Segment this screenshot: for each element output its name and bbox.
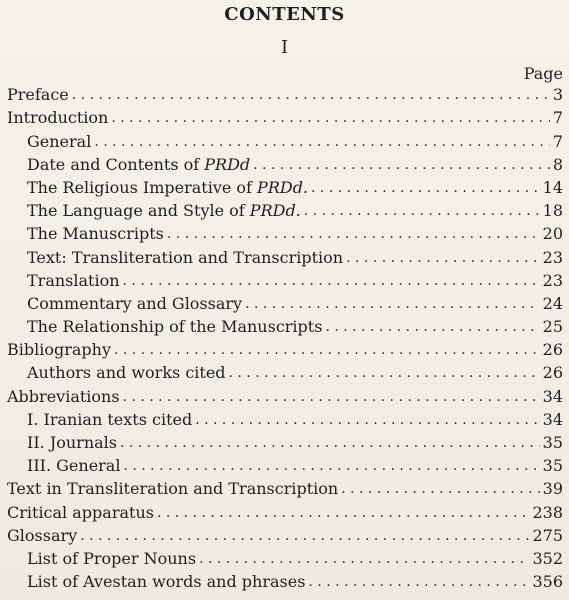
toc-entry-title-text: Commentary and Glossary	[27, 293, 243, 313]
toc-entry-title-text: Introduction	[7, 108, 109, 128]
toc-entry-title	[27, 132, 91, 152]
toc-entry-title	[27, 178, 308, 198]
toc-entry-title-text: General	[27, 131, 92, 151]
dot-leader	[229, 363, 540, 383]
toc-entry-page-number: 3	[552, 85, 563, 105]
table-of-contents	[0, 82, 569, 592]
toc-entry-title	[27, 271, 120, 291]
toc-entry-page-number: 35	[542, 433, 563, 452]
toc-entry-title	[7, 479, 338, 499]
toc-entry-title	[27, 224, 164, 244]
dot-leader	[114, 340, 540, 360]
toc-entry-page-number: 20	[542, 224, 563, 244]
toc-entry-page-number: 39	[542, 479, 563, 499]
toc-entry-title	[7, 85, 69, 105]
toc-entry-title	[27, 433, 117, 453]
toc-entry-title-text: Glossary	[7, 525, 78, 545]
dot-leader	[120, 433, 540, 453]
toc-entry-page-number: 18	[542, 201, 563, 221]
toc-entry	[0, 453, 569, 476]
toc-entry-title	[27, 155, 250, 175]
toc-entry	[0, 198, 569, 221]
toc-entry	[0, 546, 569, 569]
toc-entry-title-text: Translation	[27, 270, 120, 290]
dot-leader	[253, 155, 550, 175]
toc-entry-page-number: 7	[552, 108, 563, 128]
toc-entry-page-number: 24	[542, 293, 563, 313]
toc-entry	[0, 383, 569, 406]
toc-entry-page-number: 275	[532, 525, 563, 545]
toc-entry	[0, 430, 569, 453]
toc-entry-page-number: 26	[542, 363, 563, 383]
toc-entry	[0, 314, 569, 337]
toc-entry	[0, 360, 569, 383]
toc-entry-title-text: Text: Transliteration and Transcription	[27, 247, 344, 267]
toc-entry-title-text: The Language and Style of	[27, 201, 250, 221]
toc-entry-title-italic: PRDd.	[257, 177, 309, 197]
toc-entry-title-text: Authors and works cited	[27, 363, 226, 383]
toc-entry-title-text: List of Avestan words and phrases	[27, 572, 306, 592]
toc-entry	[0, 152, 569, 175]
dot-leader	[157, 503, 530, 523]
toc-entry	[0, 82, 569, 105]
toc-entry	[0, 499, 569, 522]
toc-entry	[0, 128, 569, 151]
toc-entry-title-text: Abbreviations	[7, 386, 120, 406]
dot-leader	[304, 201, 540, 221]
toc-entry-title	[27, 456, 120, 476]
toc-entry-title	[27, 549, 196, 569]
toc-entry-title-text: Critical apparatus	[7, 502, 154, 522]
toc-entry-page-number: 14	[542, 177, 563, 197]
toc-entry-title	[27, 248, 343, 268]
toc-entry-title-text: Text in Transliteration and Transcription	[7, 479, 339, 499]
toc-entry-page-number: 352	[532, 548, 563, 568]
toc-entry-title-italic: PRDd	[204, 154, 251, 174]
toc-entry	[0, 175, 569, 198]
contents-heading: CONTENTS	[224, 4, 345, 25]
dot-leader	[311, 178, 540, 198]
toc-entry-title	[7, 340, 111, 360]
toc-entry-page-number: 25	[542, 317, 563, 337]
toc-entry-title	[27, 363, 226, 383]
toc-entry-title-text: The Manuscripts	[27, 224, 164, 244]
toc-entry	[0, 407, 569, 430]
dot-leader	[94, 132, 549, 152]
dot-leader	[325, 317, 539, 337]
toc-entry-title-italic: PRDd.	[249, 201, 301, 221]
toc-entry	[0, 291, 569, 314]
toc-entry	[0, 244, 569, 267]
dot-leader	[123, 387, 540, 407]
dot-leader	[111, 108, 549, 128]
toc-entry-title	[7, 108, 108, 128]
toc-entry-title	[27, 294, 242, 314]
toc-entry-page-number: 238	[532, 502, 563, 522]
toc-entry-title	[7, 503, 154, 523]
toc-entry-page-number: 35	[542, 456, 563, 476]
toc-entry-title	[7, 526, 77, 546]
dot-leader	[80, 526, 529, 546]
dot-leader	[341, 479, 539, 499]
volume-numeral: I	[280, 37, 289, 58]
dot-leader	[123, 456, 539, 476]
toc-entry-title-text: List of Proper Nouns	[27, 548, 197, 568]
toc-entry-page-number: 23	[542, 270, 563, 290]
toc-entry	[0, 105, 569, 128]
dot-leader	[346, 248, 540, 268]
toc-entry-page-number: 356	[532, 572, 563, 592]
toc-entry-title-text: III. General	[27, 456, 121, 476]
toc-entry-page-number: 7	[552, 131, 563, 151]
dot-leader	[72, 85, 550, 105]
toc-entry-page-number: 26	[542, 340, 563, 360]
toc-entry-page-number: 8	[552, 154, 563, 174]
toc-entry	[0, 268, 569, 291]
toc-entry-title-text: The Relationship of the Manuscripts	[27, 317, 323, 337]
toc-entry-title	[27, 317, 322, 337]
toc-entry-title-text: The Religious Imperative of	[27, 177, 258, 197]
toc-entry-page-number: 34	[542, 386, 563, 406]
toc-entry-page-number: 34	[542, 409, 563, 429]
page-column-label: Page	[523, 64, 563, 83]
toc-entry	[0, 337, 569, 360]
dot-leader	[245, 294, 540, 314]
toc-entry-title	[27, 410, 192, 430]
toc-entry-title	[7, 387, 120, 407]
dot-leader	[123, 271, 540, 291]
toc-entry	[0, 569, 569, 592]
dot-leader	[195, 410, 539, 430]
toc-entry-title	[27, 201, 301, 221]
toc-entry-title-text: II. Journals	[27, 433, 117, 452]
toc-entry-title-text: Bibliography	[7, 340, 111, 360]
toc-entry	[0, 221, 569, 244]
toc-entry-page-number: 23	[542, 247, 563, 267]
dot-leader	[308, 572, 529, 592]
toc-entry-title-text: Preface	[7, 85, 69, 105]
toc-entry-title-text: I. Iranian texts cited	[27, 409, 193, 429]
toc-entry-title-text: Date and Contents of	[27, 154, 205, 174]
dot-leader	[167, 224, 540, 244]
toc-entry	[0, 476, 569, 499]
dot-leader	[199, 549, 529, 569]
toc-entry-title	[27, 572, 305, 592]
toc-entry	[0, 523, 569, 546]
